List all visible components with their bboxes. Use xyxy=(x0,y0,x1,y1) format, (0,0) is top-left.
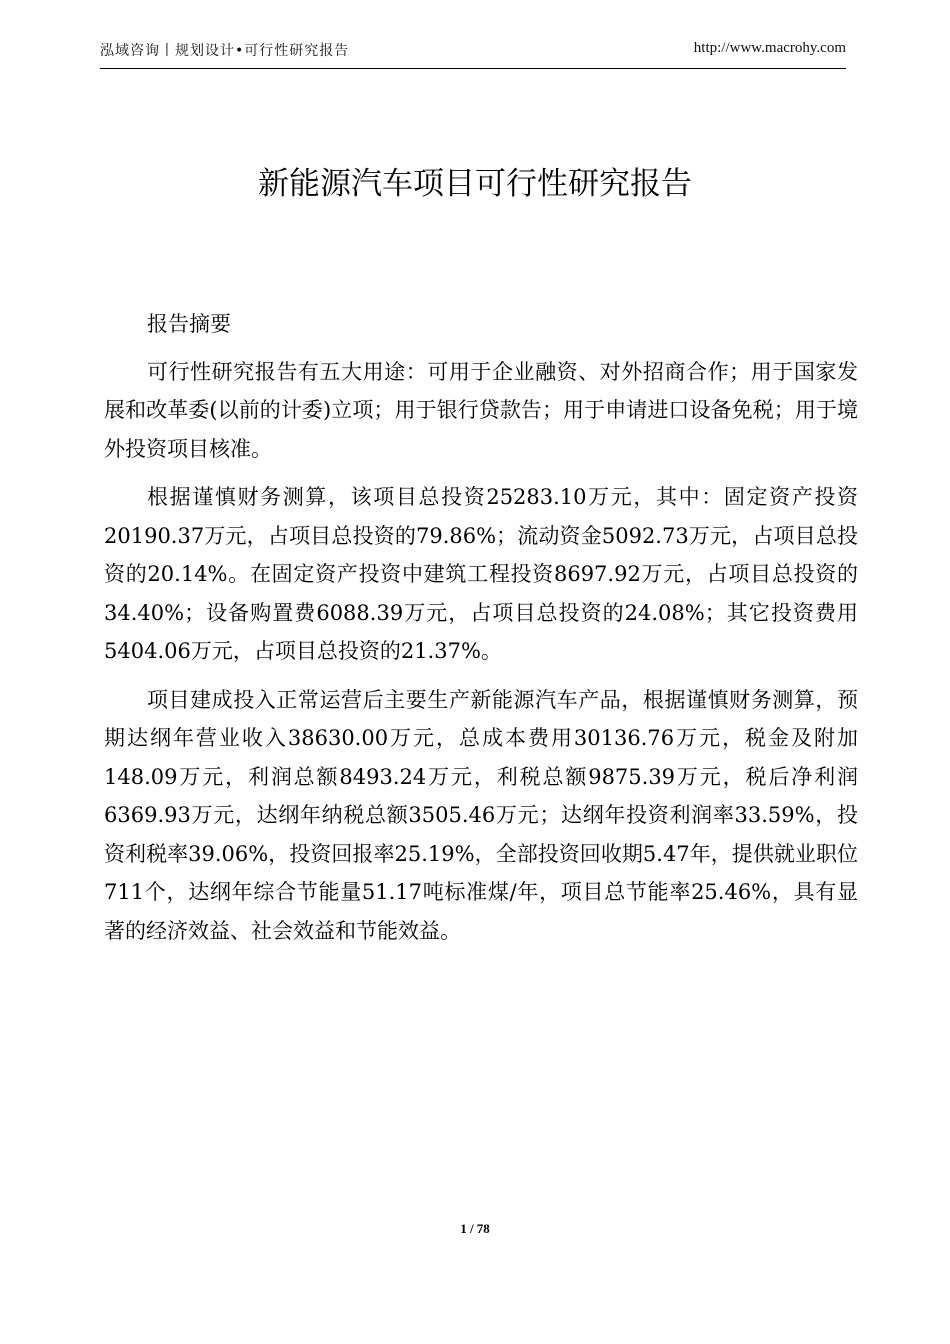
paragraph-financials: 项目建成投入正常运营后主要生产新能源汽车产品，根据谨慎财务测算，预期达纲年营业收入38630.00万元，总成本费用30136.76万元，税金及附加148.09万元，利润总额8493.24万元，利税总额9875.39万元，税后净利润6369.93万元，达纲年纳税总额3505.46万元；达纲年投资利润率33.59%，投资利税率39.06%，投资回报率25.19%，全部投资回收期5.47年，提供就业职位711个，达纲年综合节能量51.17吨标准煤/年，项目总节能率25.46%，具有显著的经济效益、社会效益和节能效益。 xyxy=(104,687,858,943)
section-heading: 报告摘要 xyxy=(147,312,231,336)
paragraph-investment: 根据谨慎财务测算，该项目总投资25283.10万元，其中：固定资产投资20190.37万元，占项目总投资的79.86%；流动资金5092.73万元，占项目总投资的20.14%。在固定资产投资中建筑工程投资8697.92万元，占项目总投资的34.40%；设备购置费6088.39万元，占项目总投资的24.08%；其它投资费用5404.06万元，占项目总投资的21.37%。 xyxy=(104,485,858,663)
page-number: 1 / 78 xyxy=(460,1221,490,1236)
paragraph-purposes: 可行性研究报告有五大用途：可用于企业融资、对外招商合作；用于国家发展和改革委(以前的计委)立项；用于银行贷款告；用于申请进口设备免税；用于境外投资项目核准。 xyxy=(104,359,858,461)
header-left-text: 泓域咨询丨规划设计•可行性研究报告 xyxy=(100,43,350,59)
document-title: 新能源汽车项目可行性研究报告 xyxy=(258,166,692,202)
header-url: http://www.macrohy.com xyxy=(693,40,846,56)
page-header xyxy=(100,40,846,69)
document-body xyxy=(104,305,858,960)
